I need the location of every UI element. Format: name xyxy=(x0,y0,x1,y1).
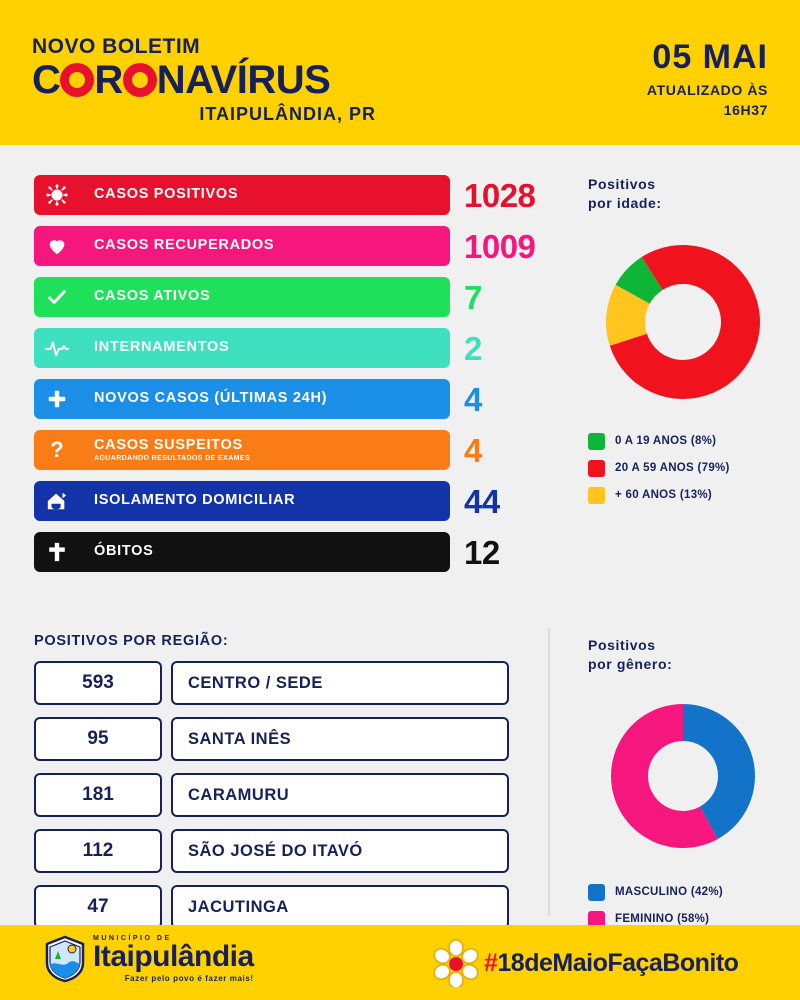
age-donut-svg xyxy=(588,235,778,410)
region-name: SANTA INÊS xyxy=(171,717,509,761)
regions-title: POSITIVOS POR REGIÃO: xyxy=(34,633,229,649)
stat-value: 1009 xyxy=(464,227,536,265)
virus-o-icon xyxy=(60,63,94,97)
legend-label: + 60 ANOS (13%) xyxy=(615,489,713,502)
regions-section xyxy=(34,633,509,929)
stat-value: 12 xyxy=(464,533,500,571)
question-icon: ? xyxy=(34,430,80,470)
age-donut-chart xyxy=(588,235,778,415)
header-updated-time: 16H37 xyxy=(723,102,768,118)
stat-row xyxy=(34,481,554,521)
table-row xyxy=(34,773,509,817)
stat-label: CASOS POSITIVOS xyxy=(94,186,239,203)
stat-label: INTERNAMENTOS xyxy=(94,339,230,356)
stats-list xyxy=(34,175,554,583)
heart-icon xyxy=(34,226,80,266)
stat-sublabel: AGUARDANDO RESULTADOS DE EXAMES xyxy=(94,455,251,463)
stat-bar xyxy=(80,532,450,572)
region-count: 112 xyxy=(34,829,162,873)
gender-panel-title xyxy=(588,636,778,674)
legend-item xyxy=(588,487,778,504)
legend-swatch xyxy=(588,487,605,504)
legend-swatch xyxy=(588,460,605,477)
city-name: Itaipulândia xyxy=(93,940,254,973)
legend-item xyxy=(588,433,778,450)
gender-panel xyxy=(588,636,778,938)
stat-bar xyxy=(80,481,450,521)
stat-label: NOVOS CASOS (ÚLTIMAS 24H) xyxy=(94,390,328,407)
cross-icon xyxy=(34,532,80,572)
stat-row xyxy=(34,277,554,317)
region-count: 47 xyxy=(34,885,162,929)
header-date: 05 MAI xyxy=(652,38,768,76)
vertical-divider xyxy=(548,628,550,916)
stat-value: 44 xyxy=(464,482,500,520)
region-name: CENTRO / SEDE xyxy=(171,661,509,705)
virus-o-icon-2 xyxy=(123,63,157,97)
stat-row xyxy=(34,379,554,419)
regions-list xyxy=(34,661,509,929)
gender-donut-svg xyxy=(588,696,778,861)
flower-icon xyxy=(432,939,480,987)
region-name: JACUTINGA xyxy=(171,885,509,929)
title-part-2: R xyxy=(94,58,123,102)
stat-label: ÓBITOS xyxy=(94,543,154,560)
virus-icon xyxy=(34,175,80,215)
header-city: ITAIPULÂNDIA, PR xyxy=(199,104,376,124)
region-name: CARAMURU xyxy=(171,773,509,817)
gender-title-line2: por gênero: xyxy=(588,655,673,672)
region-count: 593 xyxy=(34,661,162,705)
stat-bar xyxy=(80,226,450,266)
city-logo xyxy=(44,935,254,983)
plus-icon xyxy=(34,379,80,419)
header xyxy=(0,0,800,145)
legend-item xyxy=(588,460,778,477)
stat-bar xyxy=(80,277,450,317)
footer xyxy=(0,925,800,1000)
title-part-3: NAVÍRUS xyxy=(156,58,331,102)
gender-title-line1: Positivos xyxy=(588,637,656,653)
legend-label: FEMININO (58%) xyxy=(615,913,710,926)
stat-value: 4 xyxy=(464,431,482,469)
stat-label: CASOS RECUPERADOS xyxy=(94,237,275,254)
stat-row xyxy=(34,532,554,572)
stat-row xyxy=(34,175,554,215)
header-title xyxy=(32,59,376,101)
stat-bar xyxy=(80,175,450,215)
header-left xyxy=(32,36,376,125)
stat-bar xyxy=(80,430,450,470)
campaign-hash: # xyxy=(484,948,498,977)
city-kicker: MUNICÍPIO DE xyxy=(93,935,172,942)
stat-row xyxy=(34,328,554,368)
check-icon xyxy=(34,277,80,317)
campaign-text xyxy=(484,949,738,978)
header-right xyxy=(647,40,768,118)
stat-label: CASOS SUSPEITOS xyxy=(94,436,243,453)
age-legend xyxy=(588,433,778,504)
header-kicker: NOVO BOLETIM xyxy=(32,35,201,58)
age-panel-title xyxy=(588,175,778,213)
table-row xyxy=(34,717,509,761)
stat-bar xyxy=(80,379,450,419)
stat-row xyxy=(34,430,554,470)
house-mask-icon xyxy=(34,481,80,521)
stat-value: 2 xyxy=(464,329,482,367)
city-crest-icon xyxy=(44,935,86,983)
gender-legend xyxy=(588,884,778,928)
stat-label: CASOS ATIVOS xyxy=(94,288,211,305)
age-panel xyxy=(588,175,778,514)
gender-donut-chart xyxy=(588,696,778,866)
table-row xyxy=(34,829,509,873)
table-row xyxy=(34,661,509,705)
region-name: SÃO JOSÉ DO ITAVÓ xyxy=(171,829,509,873)
pulse-icon xyxy=(34,328,80,368)
campaign-label: 18deMaioFaçaBonito xyxy=(497,948,739,977)
stat-bar xyxy=(80,328,450,368)
stat-value: 7 xyxy=(464,278,482,316)
legend-label: MASCULINO (42%) xyxy=(615,886,724,899)
stat-value: 1028 xyxy=(464,176,536,214)
header-updated-label: ATUALIZADO ÀS xyxy=(646,82,768,98)
age-title-line1: Positivos xyxy=(588,176,656,192)
stat-value: 4 xyxy=(464,380,482,418)
city-slogan: Fazer pelo povo é fazer mais! xyxy=(124,974,254,983)
table-row xyxy=(34,885,509,929)
legend-swatch xyxy=(588,884,605,901)
stat-label: ISOLAMENTO DOMICILIAR xyxy=(94,492,296,509)
city-logo-text xyxy=(93,935,254,983)
age-title-line2: por idade: xyxy=(588,194,662,211)
title-part-1: C xyxy=(32,58,61,102)
legend-item xyxy=(588,884,778,901)
legend-label: 0 A 19 ANOS (8%) xyxy=(615,435,717,448)
legend-swatch xyxy=(588,433,605,450)
legend-label: 20 A 59 ANOS (79%) xyxy=(615,462,730,475)
stat-row xyxy=(34,226,554,266)
region-count: 181 xyxy=(34,773,162,817)
region-count: 95 xyxy=(34,717,162,761)
campaign-logo xyxy=(432,939,738,987)
